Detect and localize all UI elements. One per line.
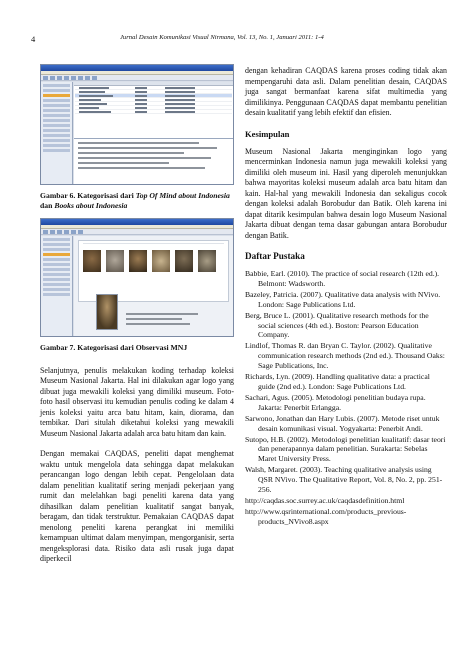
window-toolbar bbox=[41, 229, 233, 235]
photo-detail-text bbox=[126, 313, 206, 328]
paragraph-kesimpulan: Museum Nasional Jakarta menginginkan logo yang mencerminkan Indonesia namun juga mewakili koleksi yang dimiliki oleh museum ini. Hasil yang diperoleh menunjukkan bahwa mayoritas koleksi museum adalah arca batu hitam dan kain. Hal-hal yang mewakili Indonesia dan sekaligus cocok dengan koleksi adalah Borobudur dan Batik. Oleh karena ini dapat ditarik kesimpulan bahwa desain logo Museum Nasional Jakarta dibuat dengan tema dasar gabungan antara Borobudur dengan Batik. bbox=[245, 146, 447, 240]
paragraph-caqdas-continued: dengan kehadiran CAQDAS karena proses coding tidak akan mempengaruhi data asli. Dalam penelitian desain, CAQDAS juga sangat bermanfaat karena sifat multimedia yang dimilikinya. Penggunaan CAQDAS dapat membantu penelitian desain kualitatif yang lebih efektif dan efisien. bbox=[245, 66, 447, 117]
page-number: 4 bbox=[31, 34, 36, 44]
right-column bbox=[245, 66, 447, 528]
figure-6-screenshot bbox=[40, 64, 234, 185]
reference-item: Walsh, Margaret. (2003). Teaching qualitative analysis using QSR NVivo. The Qualitative Report, Vol. 8, No. 2, pp. 251-256. bbox=[245, 465, 443, 495]
collection-photo bbox=[83, 250, 101, 272]
reference-item: Berg, Bruce L. (2001). Qualitative research methods for the social sciences (4th ed.). Boston: Pearson Education Company. bbox=[245, 310, 429, 340]
heading-daftar-pustaka: Daftar Pustaka bbox=[245, 251, 305, 261]
photo-collection-pane bbox=[74, 236, 233, 336]
collection-photo bbox=[106, 250, 124, 272]
collection-photo bbox=[129, 250, 147, 272]
figure-7-caption: Gambar 7. Kategorisasi dari Observasi MNJ bbox=[40, 343, 188, 353]
paragraph-caqdas: Dengan memakai CAQDAS, peneliti dapat menghemat waktu untuk mengelola data sehingga dapat melakukan perancangan logo dengan lebih cepat. Pengelolaan data dalam penelitian kualitatif sering menjadi pekerjaan yang rumit dan melelahkan bagi peneliti karena data yang dihasilkan dalam penelitian kualitatif sangat banyak, beragam, dan tidak terstruktur. Pemakaian CAQDAS dapat menolong peneliti karena perangkat ini memiliki kemampuan ultimat dalam menyimpan, mengorganisir, serta mengeksplorasi data. Risiko data asli rusak juga dapat diperkecil bbox=[40, 449, 234, 564]
paragraph-coding: Selanjutnya, penulis melakukan koding terhadap koleksi Museum Nasional Jakarta. Hal ini dilakukan agar logo yang dibuat juga mewakili koleksi yang dimiliki museum. Foto-foto hasil observasi itu kemudian penulis coding ke dalam 4 jenis koleksi yaitu arca batu hitam, kain, diorama, dan tembikar. Dari situlah diketahui koleksi yang mewakili Museum Nasional Jakarta adalah arca batu hitam dan kain. bbox=[40, 365, 234, 438]
reference-link[interactable]: http://www.qsrinternational.com/products_previous-products_NVivo8.aspx bbox=[245, 506, 407, 526]
reference-item: Sutopo, H.B. (2002). Metodologi penelitian kualitatif: dasar teori dan penerapannya dalam penelitian. Surakarta: Sebelas Maret University Press. bbox=[245, 434, 446, 464]
node-list-pane bbox=[74, 82, 233, 184]
window-toolbar bbox=[41, 75, 233, 81]
reference-item: Lindlof, Thomas R. dan Bryan C. Taylor. (2002). Qualitative communication research methods (2nd ed.). Thousand Oaks: Sage Publications, Inc. bbox=[245, 341, 445, 371]
reference-link[interactable]: http://caqdas.soc.surrey.ac.uk/caqdasdefinition.html bbox=[245, 495, 405, 505]
heading-kesimpulan: Kesimpulan bbox=[245, 128, 290, 139]
collection-photo bbox=[152, 250, 170, 272]
reference-item: Sachari, Agus. (2005). Metodologi penelitian budaya rupa. Jakarta: Penerbit Erlangga. bbox=[245, 392, 426, 412]
running-head: Jurnal Desain Komunikasi Visual Nirmana, Vol. 13, No. 1, Januari 2011: 1-4 bbox=[120, 34, 324, 41]
reference-item: Sarwono, Jonathan dan Hary Lubis. (2007). Metode riset untuk desain komunikasi visual. Yogyakarta: Penerbit Andi. bbox=[245, 413, 440, 433]
navigation-pane bbox=[41, 236, 73, 336]
reference-item: Richards, Lyn. (2009). Handling qualitative data: a practical guide (2nd ed.). London: Sage Publications Ltd. bbox=[245, 372, 430, 391]
photo-thumbnails bbox=[78, 240, 229, 302]
reference-list bbox=[245, 269, 447, 527]
collection-photo bbox=[175, 250, 193, 272]
figure-6-caption: Gambar 6. Kategorisasi dari Top Of Mind about Indonesia dan Books about Indonesia bbox=[40, 191, 230, 210]
left-column bbox=[40, 64, 234, 565]
reference-item: Bazeley, Patricia. (2007). Qualitative data analysis with NVivo. London: Sage Publications Ltd. bbox=[245, 289, 441, 309]
collection-photo bbox=[198, 250, 216, 272]
figure-7-screenshot bbox=[40, 218, 234, 337]
text-preview-pane bbox=[74, 138, 233, 184]
selected-photo-preview bbox=[96, 294, 118, 330]
navigation-pane bbox=[41, 82, 73, 184]
reference-item: Babbie, Earl. (2010). The practice of social research (12th ed.). Belmont: Wadsworth. bbox=[245, 269, 440, 288]
